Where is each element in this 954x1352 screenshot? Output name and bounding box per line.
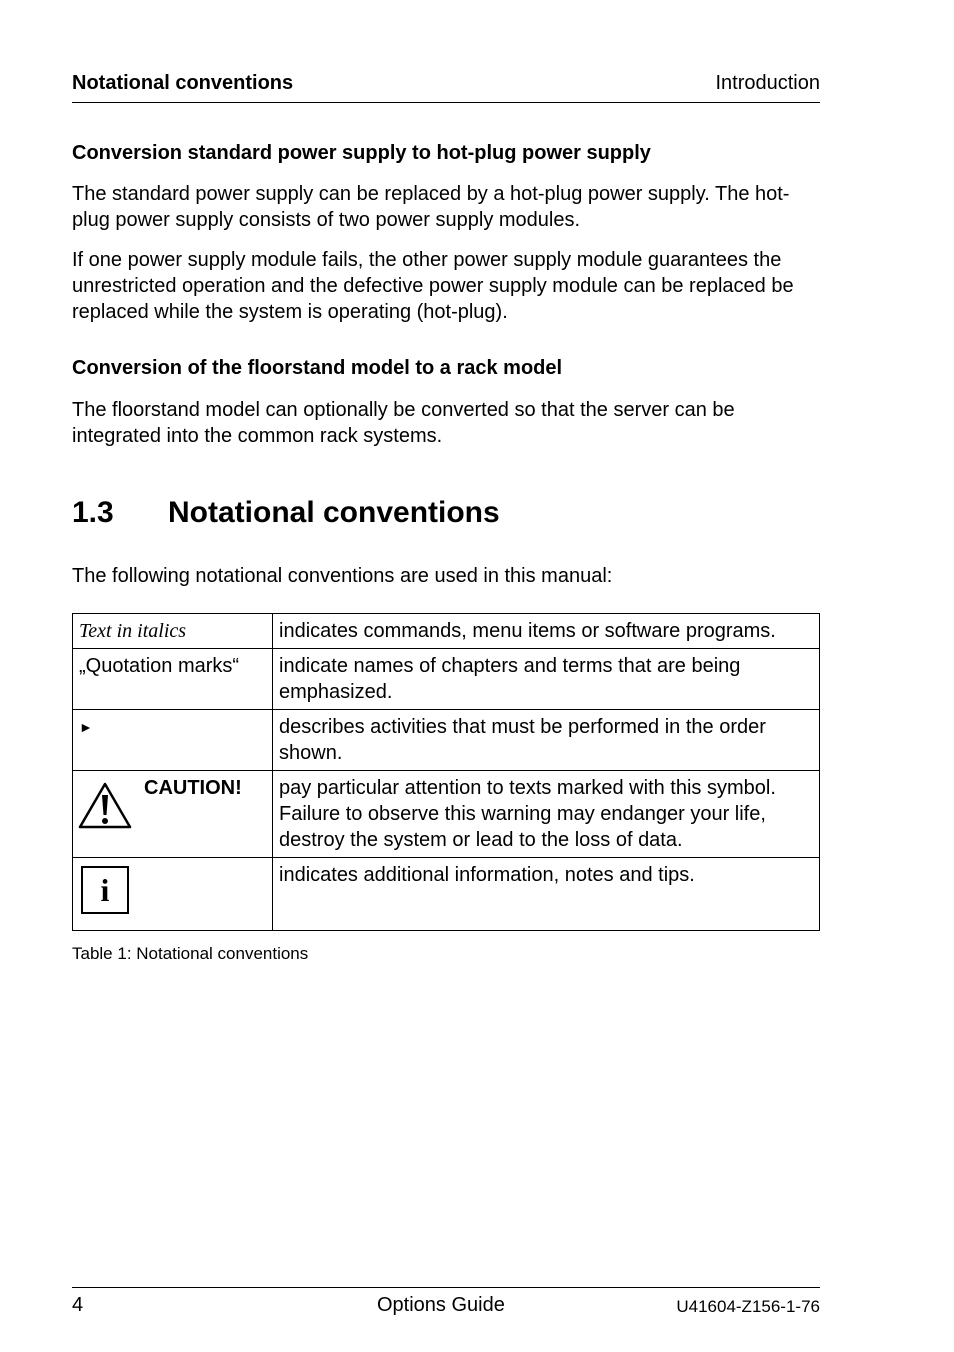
section-heading [72,496,500,530]
header-chapter-title: Introduction [715,72,820,94]
description-cell: pay particular attention to texts marked with this symbol. Failure to observe this warning may endanger your life, destroy the system or lead to the loss of data. [273,771,820,858]
table-row [73,614,820,649]
power-supply-heading: Conversion standard power supply to hot-plug power supply [72,142,651,164]
table-row [73,710,820,771]
caution-label: CAUTION! [144,777,242,799]
power-supply-paragraph-1: The standard power supply can be replaced by a hot-plug power supply. The hot-plug power supply consists of two power supply modules. [72,183,790,231]
page-header [72,72,820,103]
term-cell: Text in italics [73,614,273,649]
warning-triangle-icon [77,781,133,831]
conventions-table [72,613,820,931]
header-section-title: Notational conventions [72,72,294,94]
table-row [73,771,820,858]
description-cell: describes activities that must be performed in the order shown. [273,710,820,771]
page-number: 4 [72,1294,84,1316]
rack-model-paragraph: The floorstand model can optionally be converted so that the server can be integrated into the common rack systems. [72,399,735,447]
section-intro: The following notational conventions are used in this manual: [72,565,613,587]
rack-model-heading: Conversion of the floorstand model to a rack model [72,357,563,379]
table-caption: Table 1: Notational conventions [72,944,309,963]
table-row [73,858,820,931]
description-cell: indicates commands, menu items or software programs. [273,614,820,649]
power-supply-paragraph-2: If one power supply module fails, the other power supply module guarantees the unrestricted operation and the defective power supply module can be replaced be replaced while the system is operating (hot-plug). [72,249,794,323]
guide-title: Options Guide [377,1294,505,1316]
document-code: U41604-Z156-1-76 [676,1297,820,1316]
info-term-cell [73,858,273,931]
description-cell: indicates additional information, notes and tips. [273,858,820,931]
info-icon: i [81,866,129,914]
table-row [73,649,820,710]
description-cell: indicate names of chapters and terms that are being emphasized. [273,649,820,710]
page-footer [72,1287,820,1316]
term-cell: „Quotation marks“ [73,649,273,710]
section-number: 1.3 [72,496,114,529]
section-title: Notational conventions [168,496,500,529]
term-cell-arrow: ► [73,710,273,771]
caution-term-cell [73,771,273,858]
